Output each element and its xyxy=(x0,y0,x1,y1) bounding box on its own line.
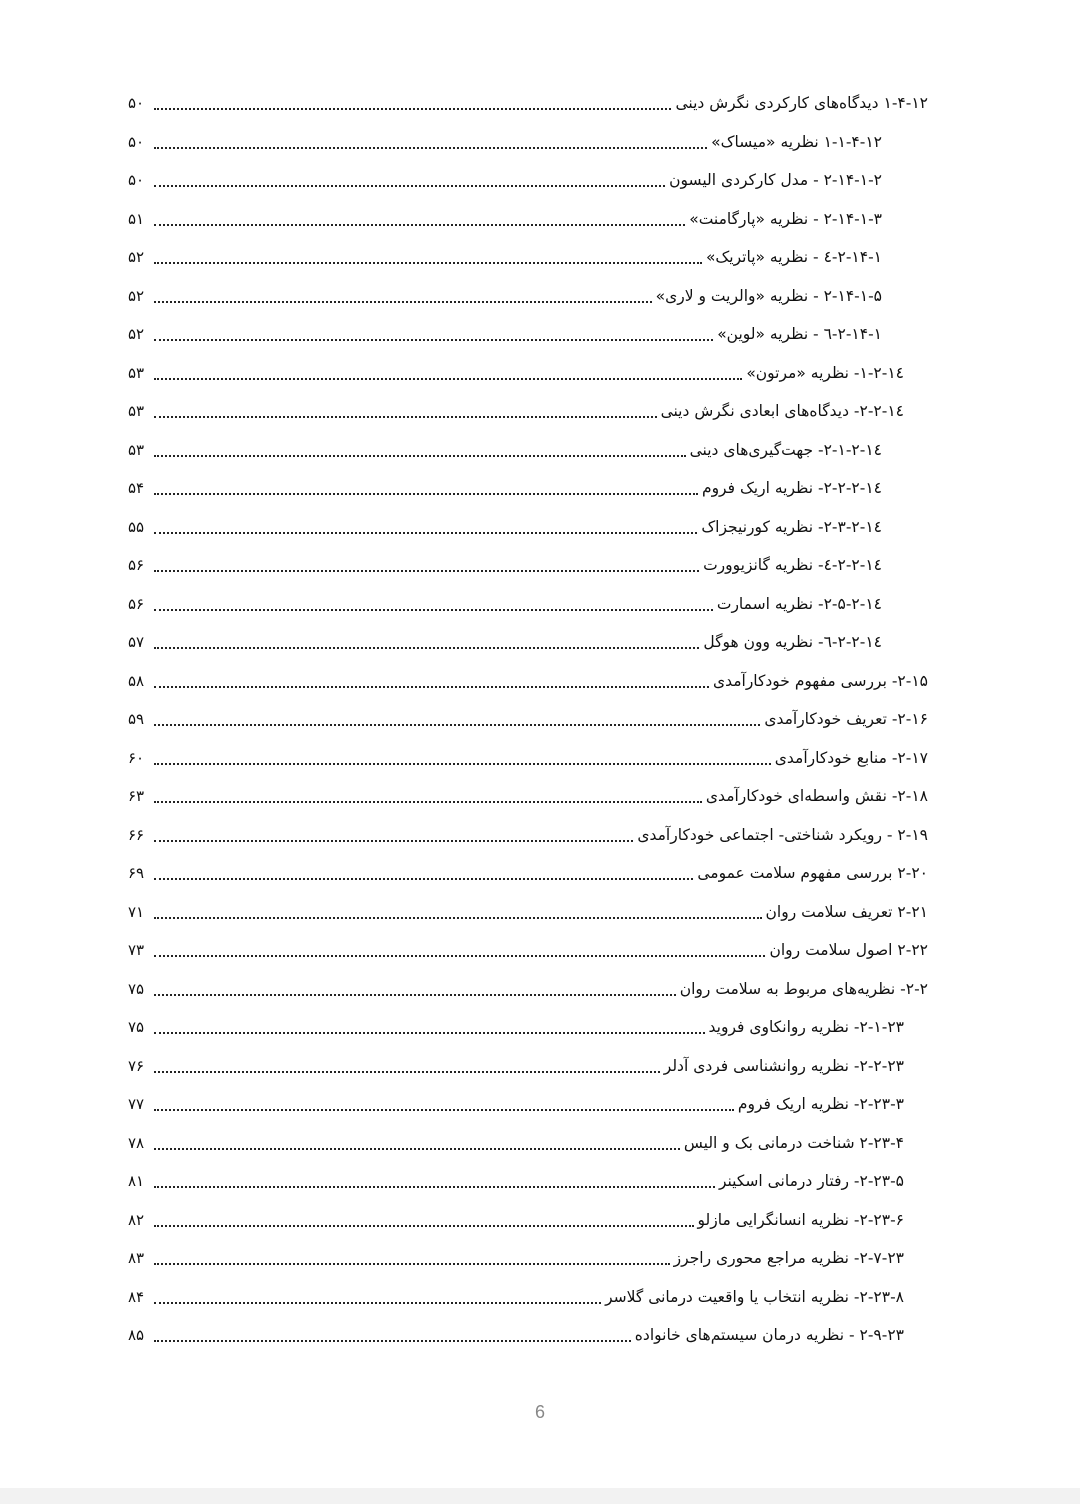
toc-entry xyxy=(128,200,928,239)
toc-entry xyxy=(128,700,928,739)
toc-entry-page-number: ۶۶ xyxy=(128,825,145,844)
toc-entry-title: ۱-۱-۴-۱۲ نظریه «میساک» xyxy=(711,132,882,151)
toc-entry-page-number: ۸۲ xyxy=(128,1210,145,1229)
toc-entry-title: ۱-۴-۱۲ دیدگاه‌های کارکردی نگرش دینی xyxy=(675,94,928,113)
toc-entry xyxy=(128,315,928,354)
dot-leader xyxy=(154,1071,660,1073)
toc-entry xyxy=(128,1047,928,1086)
toc-entry-page-number: ۵۵ xyxy=(128,517,145,536)
table-of-contents xyxy=(128,84,928,1355)
toc-entry-title: ۲-۱۴-۱-۵ - نظریه «والریت و لاری» xyxy=(655,286,882,305)
toc-entry-title: ۲-۲۳-۸- نظریه انتخاب یا واقعیت درمانی گلاسر xyxy=(605,1287,904,1306)
toc-entry-title: ۲-۲۲ اصول سلامت روان xyxy=(769,941,928,960)
dot-leader xyxy=(154,378,742,380)
toc-entry-title: ۲-۱۵- بررسی مفهوم خودکارآمدی xyxy=(712,671,928,690)
toc-entry-page-number: ۵۰ xyxy=(128,171,145,190)
toc-entry-page-number: ۸۱ xyxy=(128,1172,145,1191)
toc-entry-title: ۲-۲۳-۶- نظریه انسانگرایی مازلو xyxy=(697,1210,904,1229)
toc-entry xyxy=(128,777,928,816)
toc-entry-title: ۲-۱۷- منابع خودکارآمدی xyxy=(774,748,928,767)
dot-leader xyxy=(154,1186,715,1188)
toc-entry xyxy=(128,392,928,431)
toc-entry-page-number: ۸۳ xyxy=(128,1249,145,1268)
toc-entry-page-number: ۵۴ xyxy=(128,479,145,498)
toc-entry-title: ۲-۱٤-۱- نظریه «مرتون» xyxy=(746,363,904,382)
toc-entry-title: ۲-۹-۲۳ - نظریه درمان سیستم‌های خانواده xyxy=(634,1326,904,1345)
dot-leader xyxy=(154,1225,694,1227)
toc-entry xyxy=(128,123,928,162)
dot-leader xyxy=(154,955,765,957)
toc-entry-title: ۲-۱٤-۲-٦- نظریه وون هوگل xyxy=(703,633,882,652)
toc-entry xyxy=(128,277,928,316)
dot-leader xyxy=(154,917,762,919)
dot-leader xyxy=(154,763,771,765)
toc-entry xyxy=(128,1239,928,1278)
dot-leader xyxy=(154,878,693,880)
toc-entry xyxy=(128,161,928,200)
page-number-footer: 6 xyxy=(534,1402,545,1422)
dot-leader xyxy=(154,224,685,226)
dot-leader xyxy=(154,108,671,110)
dot-leader xyxy=(154,455,686,457)
toc-entry-title: ۲-۲۳-۵- رفتار درمانی اسکینر xyxy=(718,1172,904,1191)
toc-entry-title: ۲-۱-۲۳- نظریه روانکاوی فروید xyxy=(708,1018,904,1037)
toc-entry-page-number: ۷۵ xyxy=(128,979,145,998)
toc-entry-page-number: ۷۸ xyxy=(128,1133,145,1152)
toc-entry-page-number: ۵۳ xyxy=(128,402,145,421)
toc-entry-page-number: ۵۶ xyxy=(128,594,145,613)
dot-leader xyxy=(154,1032,705,1034)
toc-entry-page-number: ۵۲ xyxy=(128,248,145,267)
toc-entry-page-number: ۵۳ xyxy=(128,440,145,459)
toc-entry xyxy=(128,816,928,855)
toc-entry-page-number: ۶۳ xyxy=(128,787,145,806)
dot-leader xyxy=(154,570,699,572)
toc-entry xyxy=(128,546,928,585)
dot-leader xyxy=(154,840,633,842)
toc-entry-title: ۲-۱۸- نقش واسطه‌ای خودکارآمدی xyxy=(705,787,928,806)
dot-leader xyxy=(154,1263,670,1265)
toc-entry-page-number: ۷۶ xyxy=(128,1056,145,1075)
toc-entry-title: ۲-۲- نظریه‌های مربوط به سلامت روان xyxy=(679,979,928,998)
toc-entry-page-number: ۵۱ xyxy=(128,209,145,228)
toc-entry xyxy=(128,931,928,970)
dot-leader xyxy=(154,647,699,649)
toc-entry-page-number: ۵۹ xyxy=(128,710,145,729)
toc-entry-title: ۲-۱۶- تعریف خودکارآمدی xyxy=(764,710,928,729)
toc-entry-page-number: ۵۰ xyxy=(128,132,145,151)
toc-entry-page-number: ۵۳ xyxy=(128,363,145,382)
toc-entry xyxy=(128,238,928,277)
toc-entry-page-number: ۵۲ xyxy=(128,286,145,305)
toc-entry-title: ۲-۲-۲۳- نظریه روانشناسی فردی آدلر xyxy=(663,1056,904,1075)
toc-entry xyxy=(128,585,928,624)
dot-leader xyxy=(154,1148,680,1150)
toc-entry-title: ۲-۱۹ - رویکرد شناختی- اجتماعی خودکارآمدی xyxy=(637,825,928,844)
toc-entry-title: ۲-۲۳-۴ شناخت درمانی بک و الیس xyxy=(683,1133,904,1152)
toc-entry xyxy=(128,1008,928,1047)
toc-entry xyxy=(128,739,928,778)
dot-leader xyxy=(154,801,702,803)
dot-leader xyxy=(154,1109,734,1111)
toc-entry xyxy=(128,662,928,701)
toc-entry xyxy=(128,854,928,893)
dot-leader xyxy=(154,416,657,418)
dot-leader xyxy=(154,1340,631,1342)
toc-entry-title: ۲-۱۴-۱-۳ - نظریه «پارگامنت» xyxy=(689,209,882,228)
toc-entry xyxy=(128,1201,928,1240)
toc-entry-page-number: ۸۴ xyxy=(128,1287,145,1306)
toc-entry-title: ۲-۱۴-۱-٤ - نظریه «پاتریک» xyxy=(705,248,882,267)
toc-entry-page-number: ۶۰ xyxy=(128,748,145,767)
dot-leader xyxy=(154,301,652,303)
toc-entry-page-number: ۵۸ xyxy=(128,671,145,690)
toc-entry-title: ۲-۱٤-۲-۳- نظریه کورنیجزاک xyxy=(701,517,882,536)
dot-leader xyxy=(154,609,713,611)
toc-entry-title: ۲-۱٤-۲-۱- جهت‌گیری‌های دینی xyxy=(689,440,882,459)
toc-entry-page-number: ۸۵ xyxy=(128,1326,145,1345)
dot-leader xyxy=(154,1302,601,1304)
dot-leader xyxy=(154,262,702,264)
toc-entry-page-number: ۷۷ xyxy=(128,1095,145,1114)
dot-leader xyxy=(154,147,707,149)
toc-entry xyxy=(128,431,928,470)
dot-leader xyxy=(154,185,665,187)
toc-entry xyxy=(128,1124,928,1163)
dot-leader xyxy=(154,339,713,341)
toc-entry xyxy=(128,1162,928,1201)
toc-entry xyxy=(128,970,928,1009)
toc-entry-title: ۲-۱٤-۲-٤- نظریه گانزیوورت xyxy=(703,556,882,575)
toc-entry-page-number: ۶۹ xyxy=(128,864,145,883)
toc-entry-title: ۲-۱٤-۲-۵- نظریه اسمارت xyxy=(716,594,882,613)
toc-entry-page-number: ۵۷ xyxy=(128,633,145,652)
toc-entry-page-number: ۷۳ xyxy=(128,941,145,960)
dot-leader xyxy=(154,532,697,534)
toc-entry-title: ۲-۱٤-۲- دیدگاه‌های ابعادی نگرش دینی xyxy=(660,402,904,421)
toc-entry-title: ۲-۲۰ بررسی مفهوم سلامت عمومی xyxy=(697,864,928,883)
toc-entry-page-number: ۵۰ xyxy=(128,94,145,113)
dot-leader xyxy=(154,493,698,495)
dot-leader xyxy=(154,724,760,726)
toc-entry-title: ۲-۷-۲۳- نظریه مراجع محوری راجرز xyxy=(673,1249,904,1268)
toc-entry xyxy=(128,84,928,123)
toc-entry xyxy=(128,469,928,508)
toc-entry-title: ۲-۲۱ تعریف سلامت روان xyxy=(765,902,928,921)
toc-entry xyxy=(128,354,928,393)
toc-entry-page-number: ۷۵ xyxy=(128,1018,145,1037)
toc-entry xyxy=(128,508,928,547)
toc-entry-page-number: ۷۱ xyxy=(128,902,145,921)
toc-entry xyxy=(128,893,928,932)
toc-entry-title: ۲-۲۳-۳- نظریه اریک فروم xyxy=(737,1095,904,1114)
dot-leader xyxy=(154,994,676,996)
toc-entry-title: ۲-۱٤-۲-۲- نظریه اریک فروم xyxy=(701,479,882,498)
toc-entry xyxy=(128,623,928,662)
toc-entry-title: ۲-۱۴-۱-۲ - مدل کارکردی الیسون xyxy=(669,171,882,190)
toc-entry-page-number: ۵۶ xyxy=(128,556,145,575)
toc-entry xyxy=(128,1316,928,1355)
toc-entry xyxy=(128,1278,928,1317)
toc-entry-page-number: ۵۲ xyxy=(128,325,145,344)
toc-entry-title: ۲-۱۴-۱-٦ - نظریه «لوین» xyxy=(717,325,882,344)
toc-entry xyxy=(128,1085,928,1124)
dot-leader xyxy=(154,686,709,688)
